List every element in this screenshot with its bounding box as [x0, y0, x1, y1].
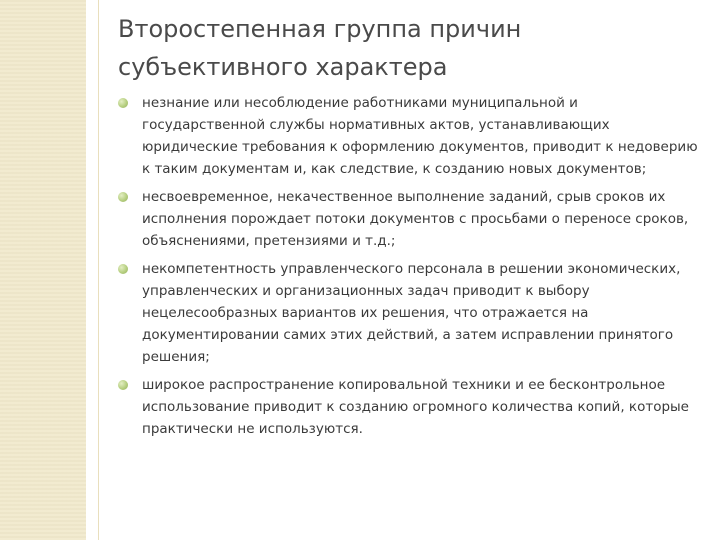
- bullet-item: [118, 186, 698, 252]
- circle-bullet-icon: [118, 264, 128, 274]
- bullet-text: незнание или несоблюдение работниками муниципальной и государственной службы нормативных актов, устанавливающих юридические требования к оформлению документов, приводит к недоверию к таким документам и, как следствие, к созданию новых документов;: [142, 95, 698, 177]
- slide-title: [118, 10, 698, 86]
- circle-bullet-icon: [118, 98, 128, 108]
- bullet-text: некомпетентность управленческого персонала в решении экономических, управленческих и организационных задач приводит к выбору нецелесообразных вариантов их решения, что отражается на документировании самих этих действий, а затем исправлении принятого решения;: [142, 261, 681, 365]
- bullet-item: [118, 92, 698, 180]
- bullet-text: широкое распространение копировальной техники и ее бесконтрольное использование приводит к созданию огромного количества копий, которые практически не используются.: [142, 377, 689, 437]
- circle-bullet-icon: [118, 192, 128, 202]
- decorative-divider-line: [98, 0, 99, 540]
- bullet-list: [118, 92, 698, 440]
- slide-content: [118, 10, 698, 446]
- decorative-side-panel: [0, 0, 86, 540]
- circle-bullet-icon: [118, 380, 128, 390]
- bullet-item: [118, 258, 698, 368]
- slide-title-line2: субъективного характера: [118, 53, 448, 81]
- slide-title-line1: Второстепенная группа причин: [118, 15, 522, 43]
- bullet-item: [118, 374, 698, 440]
- bullet-text: несвоевременное, некачественное выполнение заданий, срыв сроков их исполнения порождает потоки документов с просьбами о переносе сроков, объяснениями, претензиями и т.д.;: [142, 189, 689, 249]
